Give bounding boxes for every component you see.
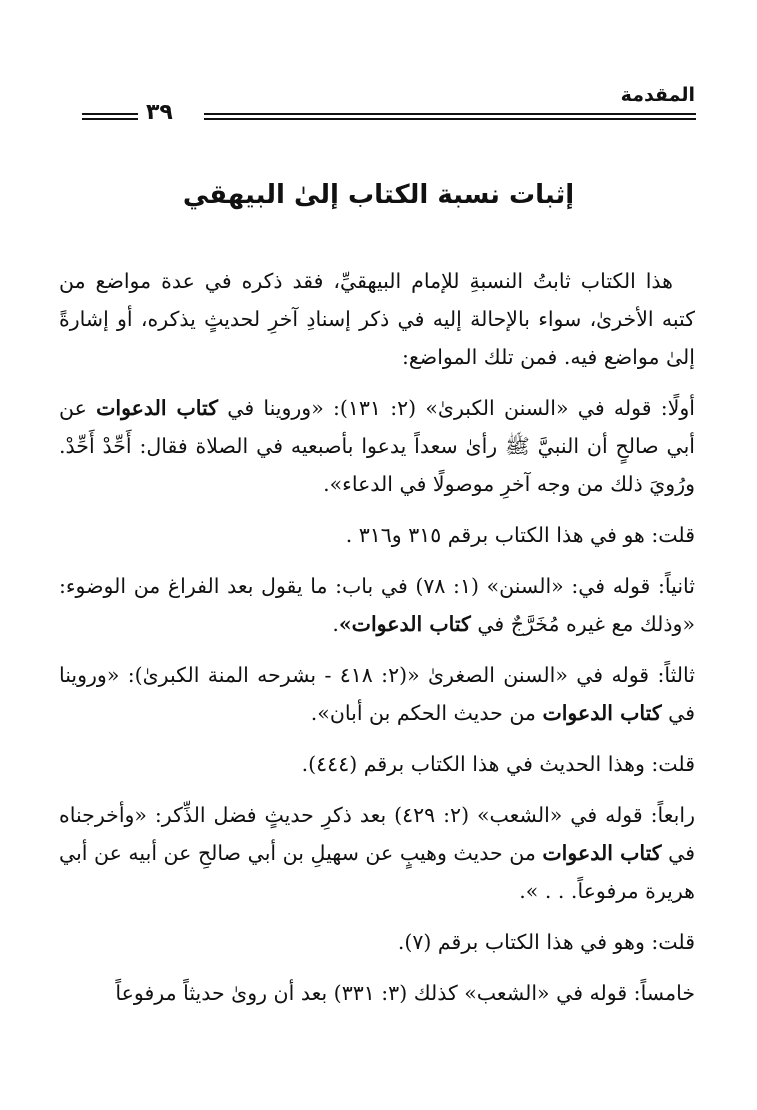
paragraph <box>59 567 695 643</box>
paragraph-text: قلت: وهو في هذا الكتاب برقم (٧). <box>397 930 695 954</box>
paragraph <box>59 974 695 1012</box>
header-rule <box>204 113 696 120</box>
bold-book-title: كتاب الدعوات <box>542 701 662 725</box>
bold-book-title: كتاب الدعوات <box>96 396 218 420</box>
paragraph <box>59 516 695 554</box>
paragraph-text: من حديث الحكم بن أبان». <box>310 701 543 725</box>
paragraph-text: رابعاً: قوله في «الشعب» (٢: ٤٢٩) بعد ذكرِ حديثٍ فضل الذِّكر: «وأخرجناه في <box>59 803 696 865</box>
paragraph <box>59 262 695 376</box>
running-head: المقدمة <box>620 84 695 106</box>
bold-book-title: كتاب الدعوات <box>542 841 662 865</box>
paragraph <box>59 923 695 961</box>
paragraph-text: قلت: وهذا الحديث في هذا الكتاب برقم (٤٤٤). <box>301 752 695 776</box>
paragraph <box>59 656 695 732</box>
body-text <box>59 262 695 1025</box>
chapter-title: إثبات نسبة الكتاب إلىٰ البيهقي <box>182 180 575 210</box>
paragraph-text: خامساً: قوله في «الشعب» كذلك (٣: ٣٣١) بعد أن روىٰ حديثاً مرفوعاً <box>115 981 695 1005</box>
paragraph <box>59 389 695 503</box>
paragraph-text: ثانياً: قوله في: «السنن» (١: ٧٨) في باب: ما يقول بعد الفراغ من الوضوء: «وذلك مع غيره مُخَرَّجٌ في <box>59 574 695 636</box>
paragraph-text: هذا الكتاب ثابتُ النسبةِ للإمام البيهقيِّ، فقد ذكره في عدة مواضع من كتبه الأخرىٰ، سواء بالإحالة إليه في ذكر إسنادِ آخرِ لحديثٍ يذكره، أو إشارةً إلىٰ مواضع فيه. فمن تلك المواضع: <box>59 269 695 369</box>
paragraph-text: عن أبي صالحٍ أن النبيَّ ﷺ رأىٰ سعداً يدعوا بأصبعيه في الصلاة فقال: أَحِّدْ أَحِّدْ. ورُويَ ذلك من وجه آخرِ موصولًا في الدعاء». <box>59 396 695 496</box>
paragraph-text: ثالثاً: قوله في «السنن الصغرىٰ «(٢: ٤١٨ - بشرحه المنة الكبرىٰ): «وروينا في <box>59 663 695 725</box>
bold-book-title: كتاب الدعوات» <box>338 612 471 636</box>
page-number: ٣٩ <box>146 100 173 125</box>
header-rule-short <box>82 113 138 120</box>
paragraph-text: قلت: هو في هذا الكتاب برقم ٣١٥ و٣١٦ . <box>345 523 695 547</box>
paragraph-text: أولًا: قوله في «السنن الكبرىٰ» (٢: ١٣١): «وروينا في <box>217 396 695 420</box>
paragraph <box>59 796 695 910</box>
paragraph <box>59 745 695 783</box>
paragraph-text: . <box>332 612 339 636</box>
paragraph-text: من حديث وهيبٍ عن سهيلِ بن أبي صالحِ عن أبيه عن أبي هريرة مرفوعاً. . . ». <box>59 841 695 903</box>
